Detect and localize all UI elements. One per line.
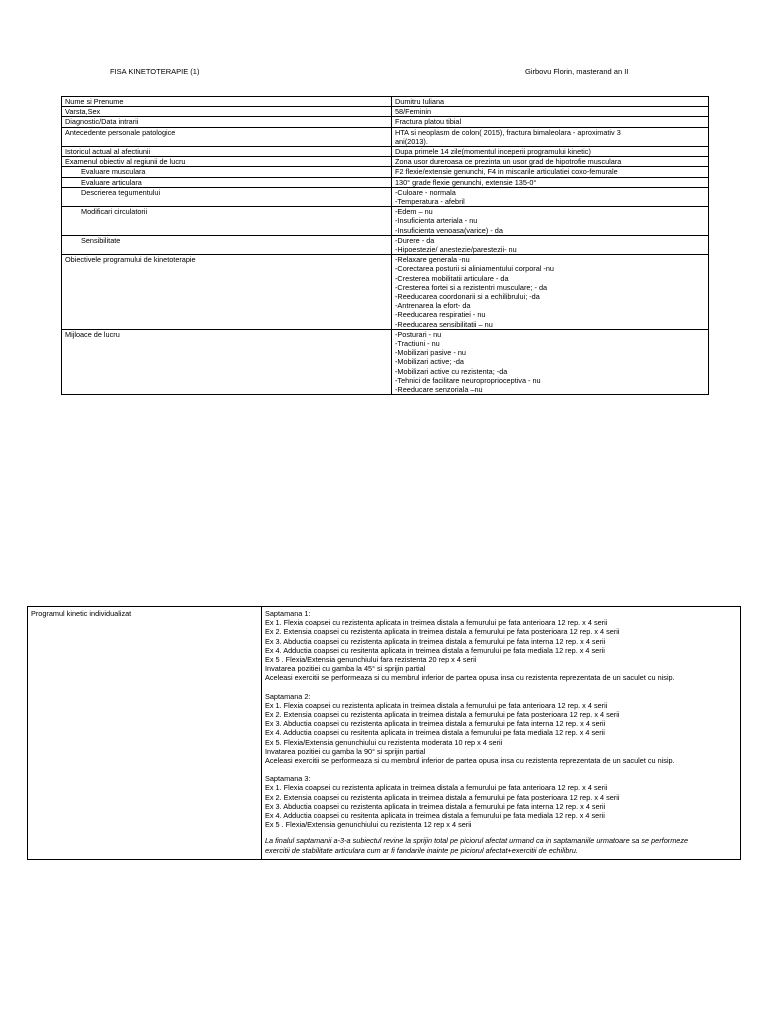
exercise-line: Ex 2. Extensia coapsei cu rezistenta aplicata in treimea distala a femurului pe fata posterioara 12 rep. x 4 serii (265, 710, 620, 720)
week-heading: Saptamana 2: (265, 691, 311, 701)
objective-line: -Reeducarea respiratiei - nu (395, 310, 486, 320)
exercise-line: Ex 5 . Flexia/Extensia genunchiului cu rezistenta 12 rep x 4 serii (265, 820, 472, 830)
age-sex-label: Varsta,Sex (62, 107, 392, 117)
exercise-line: Ex 2. Extensia coapsei cu rezistenta aplicata in treimea distala a femurului pe fata posterioara 12 rep. x 4 serii (265, 627, 620, 637)
exercise-line: Ex 2. Extensia coapsei cu rezistenta aplicata in treimea distala a femurului pe fata posterioara 12 rep. x 4 serii (265, 792, 620, 802)
means-line: -Mobilizari active cu rezistenta; -da (395, 366, 508, 376)
patient-sheet-table (61, 96, 709, 395)
skin-label: Descrierea tegumentului (62, 187, 392, 206)
table-row (28, 607, 741, 860)
objectives-value (392, 255, 709, 330)
joint-eval-value: 130° grade flexie genunchi, extensie 135-0° (392, 177, 709, 187)
exercise-line: Invatarea pozitiei cu gamba la 45° si sprijin partial (265, 664, 426, 674)
sensitivity-label: Sensibilitate (62, 235, 392, 254)
sensitivity-line: -Durere - da (395, 235, 435, 245)
week-heading: Saptamana 3: (265, 774, 311, 784)
history-value (392, 127, 709, 146)
document-title: FISA KINETOTERAPIE (1) (110, 67, 200, 76)
exam-label: Examenul obiectiv al regiunii de lucru (62, 157, 392, 167)
name-value: Dumitru Iuliana (392, 97, 709, 107)
objective-line: -Cresterea fortei si a rezistentri musculare; - da (395, 282, 548, 292)
table-row (62, 177, 709, 187)
exercise-line: Ex 5. Flexia/Extensia genunchiului cu rezistenta moderata 10 rep x 4 serii (265, 737, 503, 747)
week-closing-text: Aceleasi exercitii se performeaza si cu membrul inferior de partea opusa insa cu rezistenta reprezentata de un saculet cu nisip. (265, 673, 675, 683)
week-2-block (265, 692, 740, 766)
objective-line: -Reeducarea coordonarii si a echilibrului; -da (395, 292, 540, 302)
exercise-line: Ex 3. Abductia coapsei cu rezistenta aplicata in treimea distala a femurului pe fata interna 12 rep. x 4 serii (265, 801, 606, 811)
means-line: -Tehnici de facilitare neuroproprioceptiva - nu (395, 375, 541, 385)
exercise-line: Ex 1. Flexia coapsei cu rezistenta aplicata in treimea distala a femurului pe fata anterioara 12 rep. x 4 serii (265, 783, 608, 793)
objective-line: -Corectarea posturii si aliniamentului corporal -nu (395, 264, 554, 274)
table-row (62, 167, 709, 177)
means-line: -Tractiuni - nu (395, 339, 440, 349)
program-label: Programul kinetic individualizat (28, 607, 262, 860)
exam-value: Zona usor dureroasa ce prezinta un usor grad de hipotrofie musculara (392, 157, 709, 167)
table-row (62, 117, 709, 127)
exercise-line: Ex 5 . Flexia/Extensia genunchiului fara rezistenta 20 rep x 4 serii (265, 655, 477, 665)
week-closing-text: Aceleasi exercitii se performeaza si cu membrul inferior de partea opusa insa cu rezistenta reprezentata de un saculet cu nisip. (265, 756, 675, 766)
program-final-note: La finalul saptamanii a-3-a subiectul revine la sprijin total pe piciorul afectat urmand ca in saptamaniile urmatoare sa se performeze exercitii de stabilitate articulara cum ar fi fandarile inainte pe piciorul afectat+exercitii de echilibru. (265, 836, 689, 855)
exercise-line: Ex 4. Adductia coapsei cu resitenta aplicata in treimea distala a femurului pe fata mediala 12 rep. x 4 serii (265, 811, 605, 821)
exercise-line: Invatarea pozitiei cu gamba la 90° si sprijin partial (265, 746, 426, 756)
exercise-line: Ex 3. Abductia coapsei cu rezistenta aplicata in treimea distala a femurului pe fata interna 12 rep. x 4 serii (265, 636, 606, 646)
joint-eval-label: Evaluare articulara (62, 177, 392, 187)
history-label: Antecedente personale patologice (62, 127, 392, 146)
current-history-label: Istoricul actual al afectiunii (62, 147, 392, 157)
circulatory-label: Modificari circulatorii (62, 207, 392, 236)
objective-line: -Antrenarea la efort- da (395, 301, 471, 311)
table-row (62, 235, 709, 254)
sensitivity-line: -Hipoestezie/ anestezie/parestezii- nu (395, 245, 517, 255)
table-row (62, 187, 709, 206)
exercise-line: Ex 4. Adductia coapsei cu resitenta aplicata in treimea distala a femurului pe fata mediala 12 rep. x 4 serii (265, 645, 605, 655)
muscle-eval-value: F2 flexie/extensie genunchi, F4 in miscarile articulatiei coxo-femurale (392, 167, 709, 177)
means-line: -Mobilizari pasive - nu (395, 348, 466, 358)
current-history-value: Dupa primele 14 zile(momentul inceperii programului kinetic) (392, 147, 709, 157)
week-3-block (265, 774, 740, 829)
means-line: -Posturari - nu (395, 329, 442, 339)
circulatory-line: -Insuficienta venoasa(varice) - da (395, 225, 503, 235)
exercise-line: Ex 1. Flexia coapsei cu rezistenta aplicata in treimea distala a femurului pe fata anterioara 12 rep. x 4 serii (265, 618, 608, 628)
skin-line: -Culoare - normala (395, 187, 456, 197)
objective-line: -Cresterea mobilitatii articulare - da (395, 273, 509, 283)
table-row (62, 127, 709, 146)
table-row (62, 147, 709, 157)
week-1-block (265, 609, 740, 683)
means-line: -Mobilizari active; -da (395, 357, 464, 367)
means-value (392, 329, 709, 394)
table-row (62, 255, 709, 330)
author-line: Girbovu Florin, masterand an II (525, 67, 629, 76)
table-row (62, 107, 709, 117)
means-label: Mijloace de lucru (62, 329, 392, 394)
table-row (62, 207, 709, 236)
table-row (62, 157, 709, 167)
table-row (62, 97, 709, 107)
objective-line: -Relaxare generala -nu (395, 255, 470, 265)
exercise-line: Ex 1. Flexia coapsei cu rezistenta aplicata in treimea distala a femurului pe fata anterioara 12 rep. x 4 serii (265, 700, 608, 710)
sensitivity-value (392, 235, 709, 254)
name-label: Nume si Prenume (62, 97, 392, 107)
circulatory-line: -Edem – nu (395, 207, 433, 217)
kinetic-program-table (27, 606, 741, 860)
history-line: HTA si neoplasm de colon( 2015), fractura bimaleolara - aproximativ 3 (395, 127, 621, 137)
program-content (262, 607, 741, 860)
table-row (62, 329, 709, 394)
objective-line: -Reeducarea sensibilitatii – nu (395, 319, 493, 329)
diagnosis-value: Fractura platou tibial (392, 117, 709, 127)
exercise-line: Ex 4. Adductia coapsei cu resitenta aplicata in treimea distala a femurului pe fata mediala 12 rep. x 4 serii (265, 728, 605, 738)
means-line: -Reeducare senzoriala –nu (395, 385, 483, 395)
skin-line: -Temperatura - afebril (395, 197, 465, 207)
history-line: ani(2013). (395, 136, 428, 146)
diagnosis-label: Diagnostic/Data intrarii (62, 117, 392, 127)
exercise-line: Ex 3. Abductia coapsei cu rezistenta aplicata in treimea distala a femurului pe fata interna 12 rep. x 4 serii (265, 719, 606, 729)
week-heading: Saptamana 1: (265, 609, 311, 618)
skin-value (392, 187, 709, 206)
age-sex-value: 58/Feminin (392, 107, 709, 117)
circulatory-value (392, 207, 709, 236)
muscle-eval-label: Evaluare musculara (62, 167, 392, 177)
objectives-label: Obiectivele programului de kinetoterapie (62, 255, 392, 330)
circulatory-line: -Insuficienta arteriala - nu (395, 216, 478, 226)
